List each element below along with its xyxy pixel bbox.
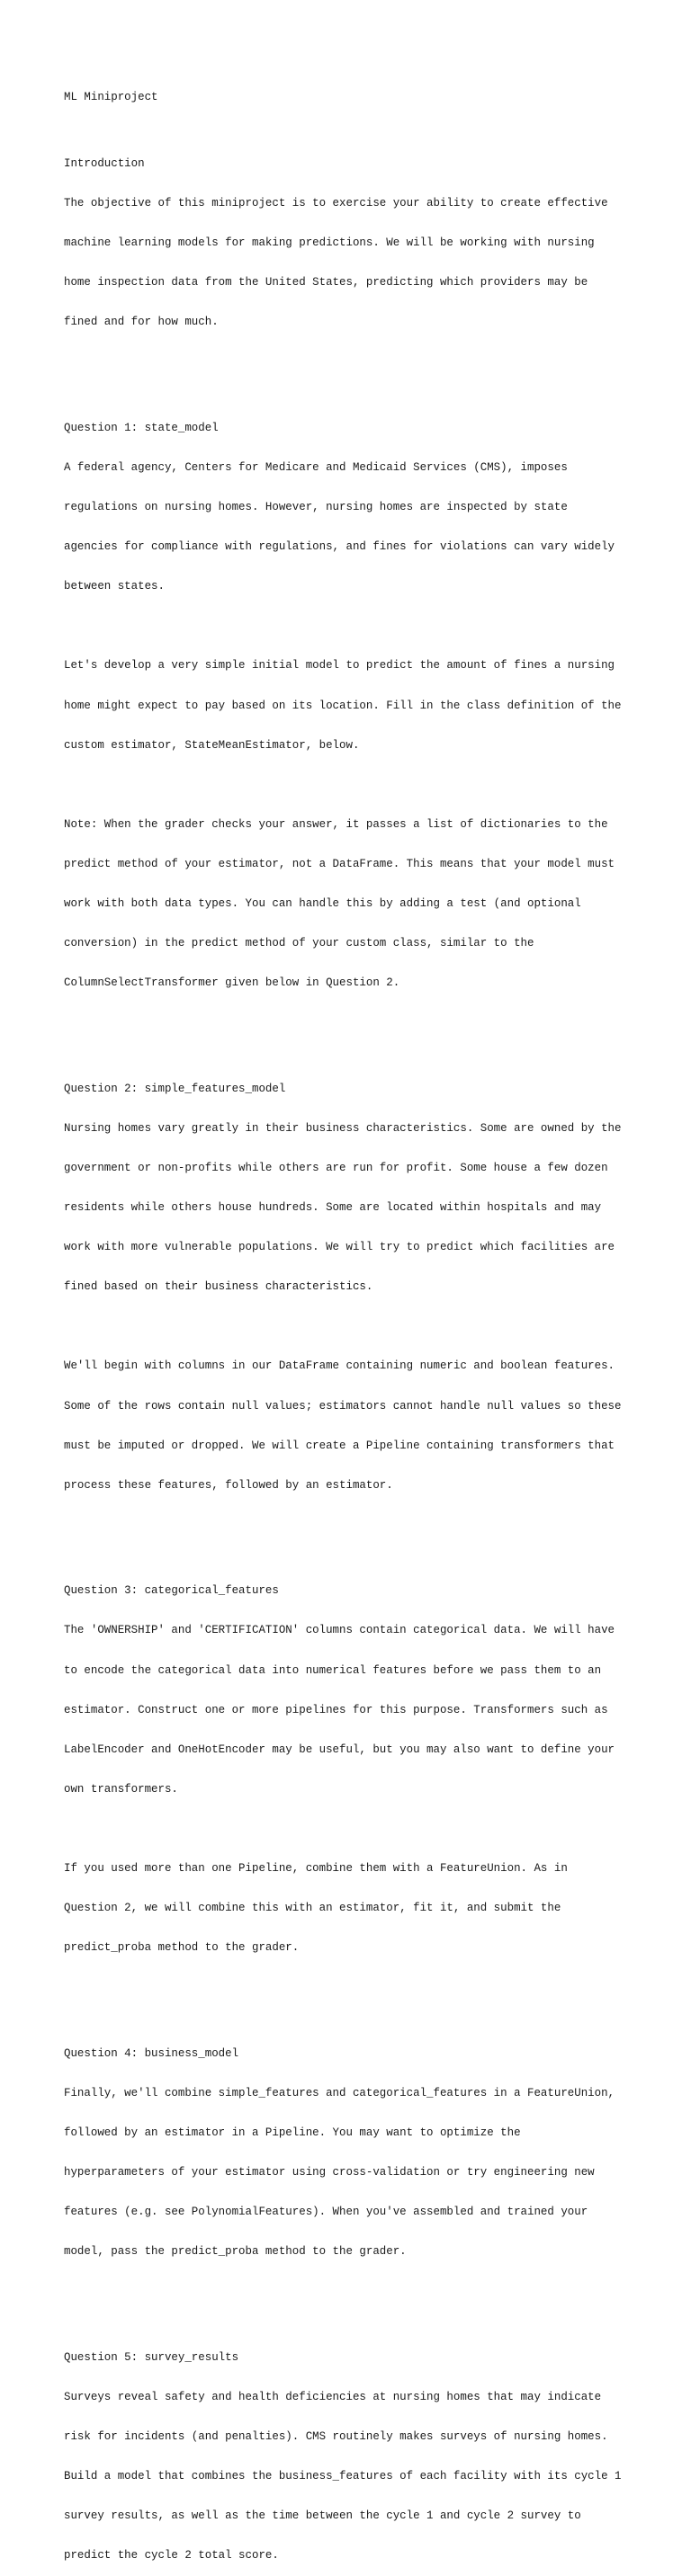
blank-line [64, 1981, 640, 1994]
blank-line [64, 355, 640, 369]
blank-line [64, 779, 640, 792]
paragraph-line: government or non-profits while others are run for profit. Some house a few dozen [64, 1161, 608, 1174]
paragraph-line: model, pass the predict_proba method to the grader. [64, 2245, 407, 2259]
blank-line [64, 1823, 640, 1836]
paragraph-line: between states. [64, 580, 165, 593]
blank-line [64, 2285, 640, 2298]
paragraph-line: process these features, followed by an estimator. [64, 1478, 393, 1492]
section-heading-introduction: Introduction [64, 156, 145, 170]
paragraph-line: predict method of your estimator, not a DataFrame. This means that your model must [64, 857, 615, 870]
paragraph-line: Note: When the grader checks your answer, it passes a list of dictionaries to the [64, 817, 608, 831]
blank-line [64, 1519, 640, 1532]
section-heading-question-2: Question 2: simple_features_model [64, 1082, 286, 1095]
paragraph-line: A federal agency, Centers for Medicare and Medicaid Services (CMS), imposes [64, 460, 568, 474]
paragraph-line: Finally, we'll combine simple_features and categorical_features in a FeatureUnion, [64, 2086, 615, 2099]
paragraph-line: Some of the rows contain null values; estimators cannot handle null values so these [64, 1399, 622, 1413]
paragraph-line: If you used more than one Pipeline, combine them with a FeatureUnion. As in [64, 1861, 568, 1875]
paragraph-line: We'll begin with columns in our DataFrame containing numeric and boolean features. [64, 1359, 615, 1373]
paragraph-line: residents while others house hundreds. Some are located within hospitals and may [64, 1201, 602, 1215]
paragraph-line: must be imputed or dropped. We will create a Pipeline containing transformers that [64, 1439, 615, 1452]
paragraph-line: work with more vulnerable populations. We will try to predict which facilities are [64, 1241, 615, 1254]
paragraph-line: home might expect to pay based on its location. Fill in the class definition of the [64, 699, 622, 712]
document-body [64, 65, 640, 2576]
paragraph-line: estimator. Construct one or more pipelines for this purpose. Transformers such as [64, 1703, 608, 1716]
paragraph-line: Surveys reveal safety and health deficiencies at nursing homes that may indicate [64, 2390, 602, 2403]
paragraph-line: agencies for compliance with regulations, and fines for violations can vary widely [64, 540, 615, 554]
section-heading-question-3: Question 3: categorical_features [64, 1584, 279, 1598]
paragraph-line: to encode the categorical data into numerical features before we pass them to an [64, 1663, 602, 1677]
paragraph-line: LabelEncoder and OneHotEncoder may be useful, but you may also want to define your [64, 1743, 615, 1756]
paragraph-line: predict the cycle 2 total score. [64, 2549, 279, 2563]
paragraph-line: regulations on nursing homes. However, nursing homes are inspected by state [64, 501, 568, 514]
blank-line [64, 1016, 640, 1030]
paragraph-line: Nursing homes vary greatly in their business characteristics. Some are owned by the [64, 1121, 622, 1135]
paragraph-line: predict_proba method to the grader. [64, 1941, 300, 1955]
section-heading-question-1: Question 1: state_model [64, 421, 219, 434]
paragraph-line: conversion) in the predict method of your custom class, similar to the [64, 937, 534, 950]
paragraph-line: custom estimator, StateMeanEstimator, below. [64, 738, 360, 752]
paragraph-line: own transformers. [64, 1782, 178, 1796]
paragraph-line: ColumnSelectTransformer given below in Question 2. [64, 976, 400, 990]
paragraph-line: survey results, as well as the time between the cycle 1 and cycle 2 survey to [64, 2509, 581, 2523]
paragraph-line: hyperparameters of your estimator using cross-validation or try engineering new [64, 2166, 595, 2179]
document-title: ML Miniproject [64, 91, 158, 104]
paragraph-line: Question 2, we will combine this with an estimator, fit it, and submit the [64, 1902, 561, 1915]
paragraph-line: followed by an estimator in a Pipeline. You may want to optimize the [64, 2126, 521, 2139]
paragraph-line: work with both data types. You can handle this by adding a test (and optional [64, 897, 581, 910]
paragraph-line: The objective of this miniproject is to exercise your ability to create effective [64, 197, 608, 209]
blank-line [64, 619, 640, 633]
section-heading-question-5: Question 5: survey_results [64, 2350, 239, 2364]
paragraph-line: Build a model that combines the business_features of each facility with its cycle 1 [64, 2470, 622, 2483]
paragraph-line: features (e.g. see PolynomialFeatures). When you've assembled and trained your [64, 2206, 588, 2219]
paragraph-line: The 'OWNERSHIP' and 'CERTIFICATION' columns contain categorical data. We will have [64, 1624, 615, 1637]
paragraph-line: Let's develop a very simple initial model to predict the amount of fines a nursing [64, 659, 615, 673]
paragraph-line: fined based on their business characteristics. [64, 1280, 373, 1294]
paragraph-line: fined and for how much. [64, 316, 219, 329]
paragraph-line: home inspection data from the United States, predicting which providers may be [64, 276, 588, 290]
paragraph-line: machine learning models for making predictions. We will be working with nursing [64, 236, 595, 250]
paragraph-line: risk for incidents (and penalties). CMS routinely makes surveys of nursing homes. [64, 2430, 608, 2443]
blank-line [64, 1320, 640, 1333]
section-heading-question-4: Question 4: business_model [64, 2046, 239, 2060]
